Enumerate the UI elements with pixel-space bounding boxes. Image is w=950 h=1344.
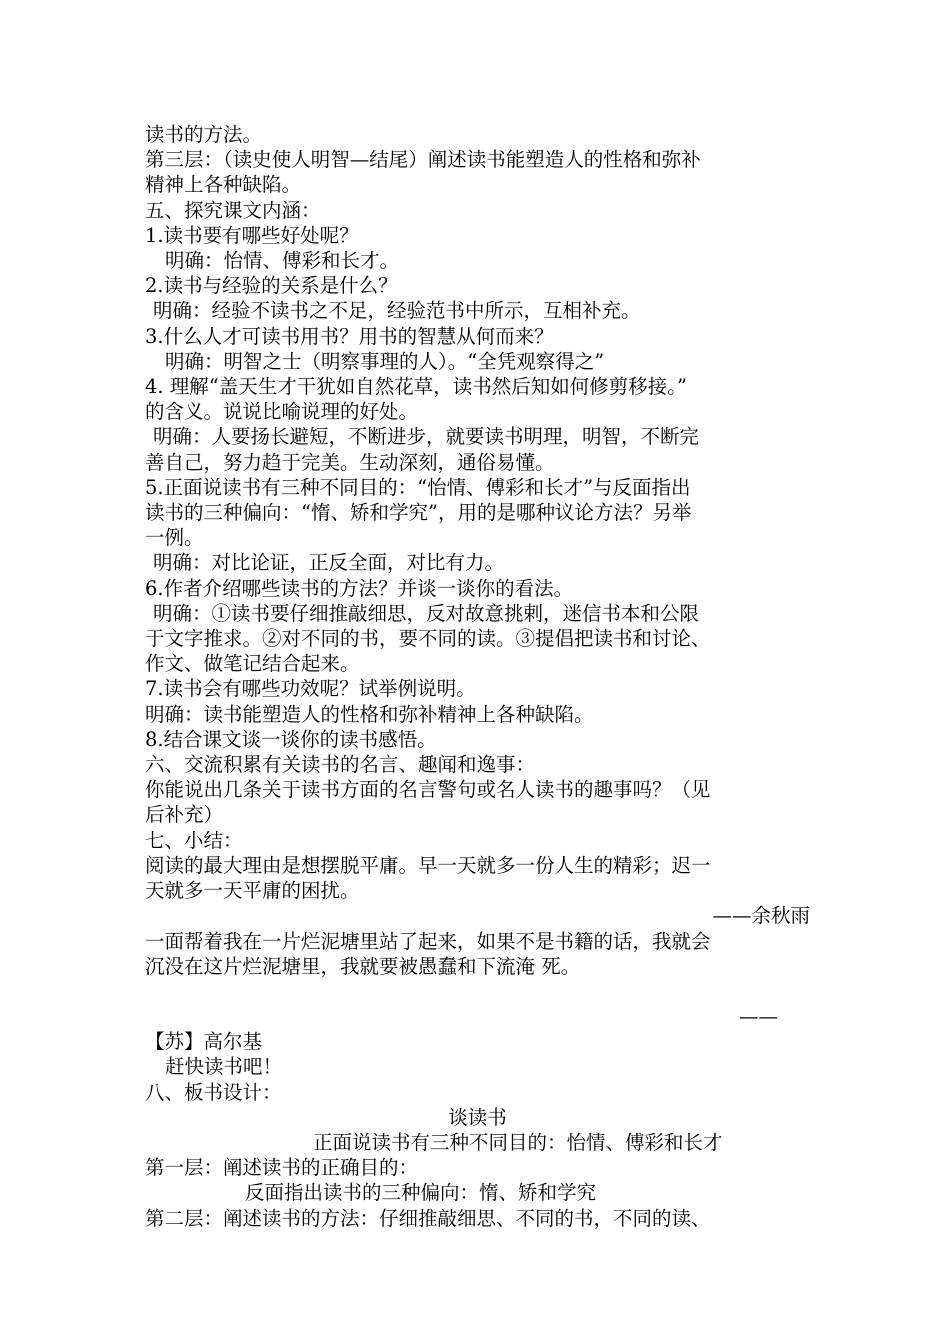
question: 读书的三种偏向：“惰、矫和学究”，用的是哪种议论方法？另举: [145, 501, 692, 525]
section-heading: 七、小结：: [145, 828, 243, 852]
spacer: [145, 979, 810, 1004]
text-line: 读书的方法。: [145, 123, 263, 146]
section-heading: 五、探究课文内涵：: [145, 198, 321, 222]
answer: 明确：经验不读书之不足，经验范书中所示，互相补充。: [153, 299, 641, 323]
quote-author: ——余秋雨: [712, 904, 810, 928]
question: 一例。: [145, 526, 204, 550]
answer: 明确：①读书要仔细推敲细思，反对故意挑剌，迷信书本和公限: [153, 601, 700, 625]
board-line: 反面指出读书的三种偏向：惰、矫和学究: [245, 1181, 597, 1205]
answer: 明确：读书能塑造人的性格和弥补精神上各种缺陷。: [145, 702, 594, 726]
question: 4. 理解“盖天生才干犹如自然花草，读书然后知如何修剪移接。”: [145, 375, 687, 399]
quote-line: 天就多一天平庸的困扰。: [145, 879, 360, 903]
answer: 明确：对比论证，正反全面，对比有力。: [153, 551, 505, 575]
text-line: 第三层：（读史使人明智—结尾）阐述读书能塑造人的性格和弥补: [145, 148, 701, 172]
text-line: 你能说出几条关于读书方面的名言警句或名人读书的趣事吗？（见: [145, 778, 711, 802]
answer: 作文、做笔记结合起来。: [145, 652, 360, 676]
question: 5.正面说读书有三种不同目的：“怡情、傅彩和长才”与反面指出: [145, 475, 691, 499]
text-line: 后补充）: [145, 803, 224, 827]
question: 8.结合课文谈一谈你的读书感悟。: [145, 727, 437, 751]
question: 7.读书会有哪些功效呢？试举例说明。: [145, 677, 476, 701]
answer: 明确：怡情、傅彩和长才。: [165, 249, 400, 273]
board-line: 第二层：阐述读书的方法：仔细推敲细思、不同的书，不同的读、: [145, 1206, 711, 1230]
document-page: [145, 122, 810, 1231]
answer: 善自己，努力趋于完美。生动深刻，通俗易懂。: [145, 450, 555, 474]
quote-line: 阅读的最大理由是想摆脱平庸。早一天就多一份人生的精彩；迟一: [145, 853, 711, 877]
question: 的含义。说说比喻说理的好处。: [145, 400, 419, 424]
quote-author: 【苏】高尔基: [145, 1030, 263, 1054]
quote-dash: ——: [739, 1004, 778, 1028]
question: 6.作者介绍哪些读书的方法？并谈一谈你的看法。: [145, 576, 574, 600]
question: 3.什么人才可读书用书？用书的智慧从何而来？: [145, 324, 554, 348]
board-line: 正面说读书有三种不同目的：怡情、傅彩和长才: [313, 1130, 723, 1154]
section-heading: 八、板书设计：: [145, 1080, 282, 1104]
text-line: 赶快读书吧！: [165, 1055, 283, 1079]
question: 2.读书与经验的关系是什么？: [145, 274, 398, 298]
section-heading: 六、交流积累有关读书的名言、趣闻和逸事：: [145, 753, 536, 777]
quote-line: 沉没在这片烂泥塘里，我就要被愚蠢和下流淹 死。: [145, 954, 581, 978]
board-title: 谈读书: [448, 1105, 507, 1129]
text-line: 精神上各种缺陷。: [145, 173, 302, 197]
question: 1.读书要有哪些好处呢？: [145, 223, 359, 247]
quote-line: 一面帮着我在一片烂泥塘里站了起来，如果不是书籍的话，我就会: [145, 929, 711, 953]
answer: 明确：人要扬长避短，不断进步，就要读书明理，明智，不断完: [153, 425, 700, 449]
answer: 于文字推求。②对不同的书，要不同的读。③提倡把读书和讨论、: [145, 627, 711, 651]
board-line: 第一层：阐述读书的正确目的：: [145, 1156, 419, 1180]
answer: 明确：明智之士（明察事理的人）。“全凭观察得之”: [165, 349, 605, 373]
